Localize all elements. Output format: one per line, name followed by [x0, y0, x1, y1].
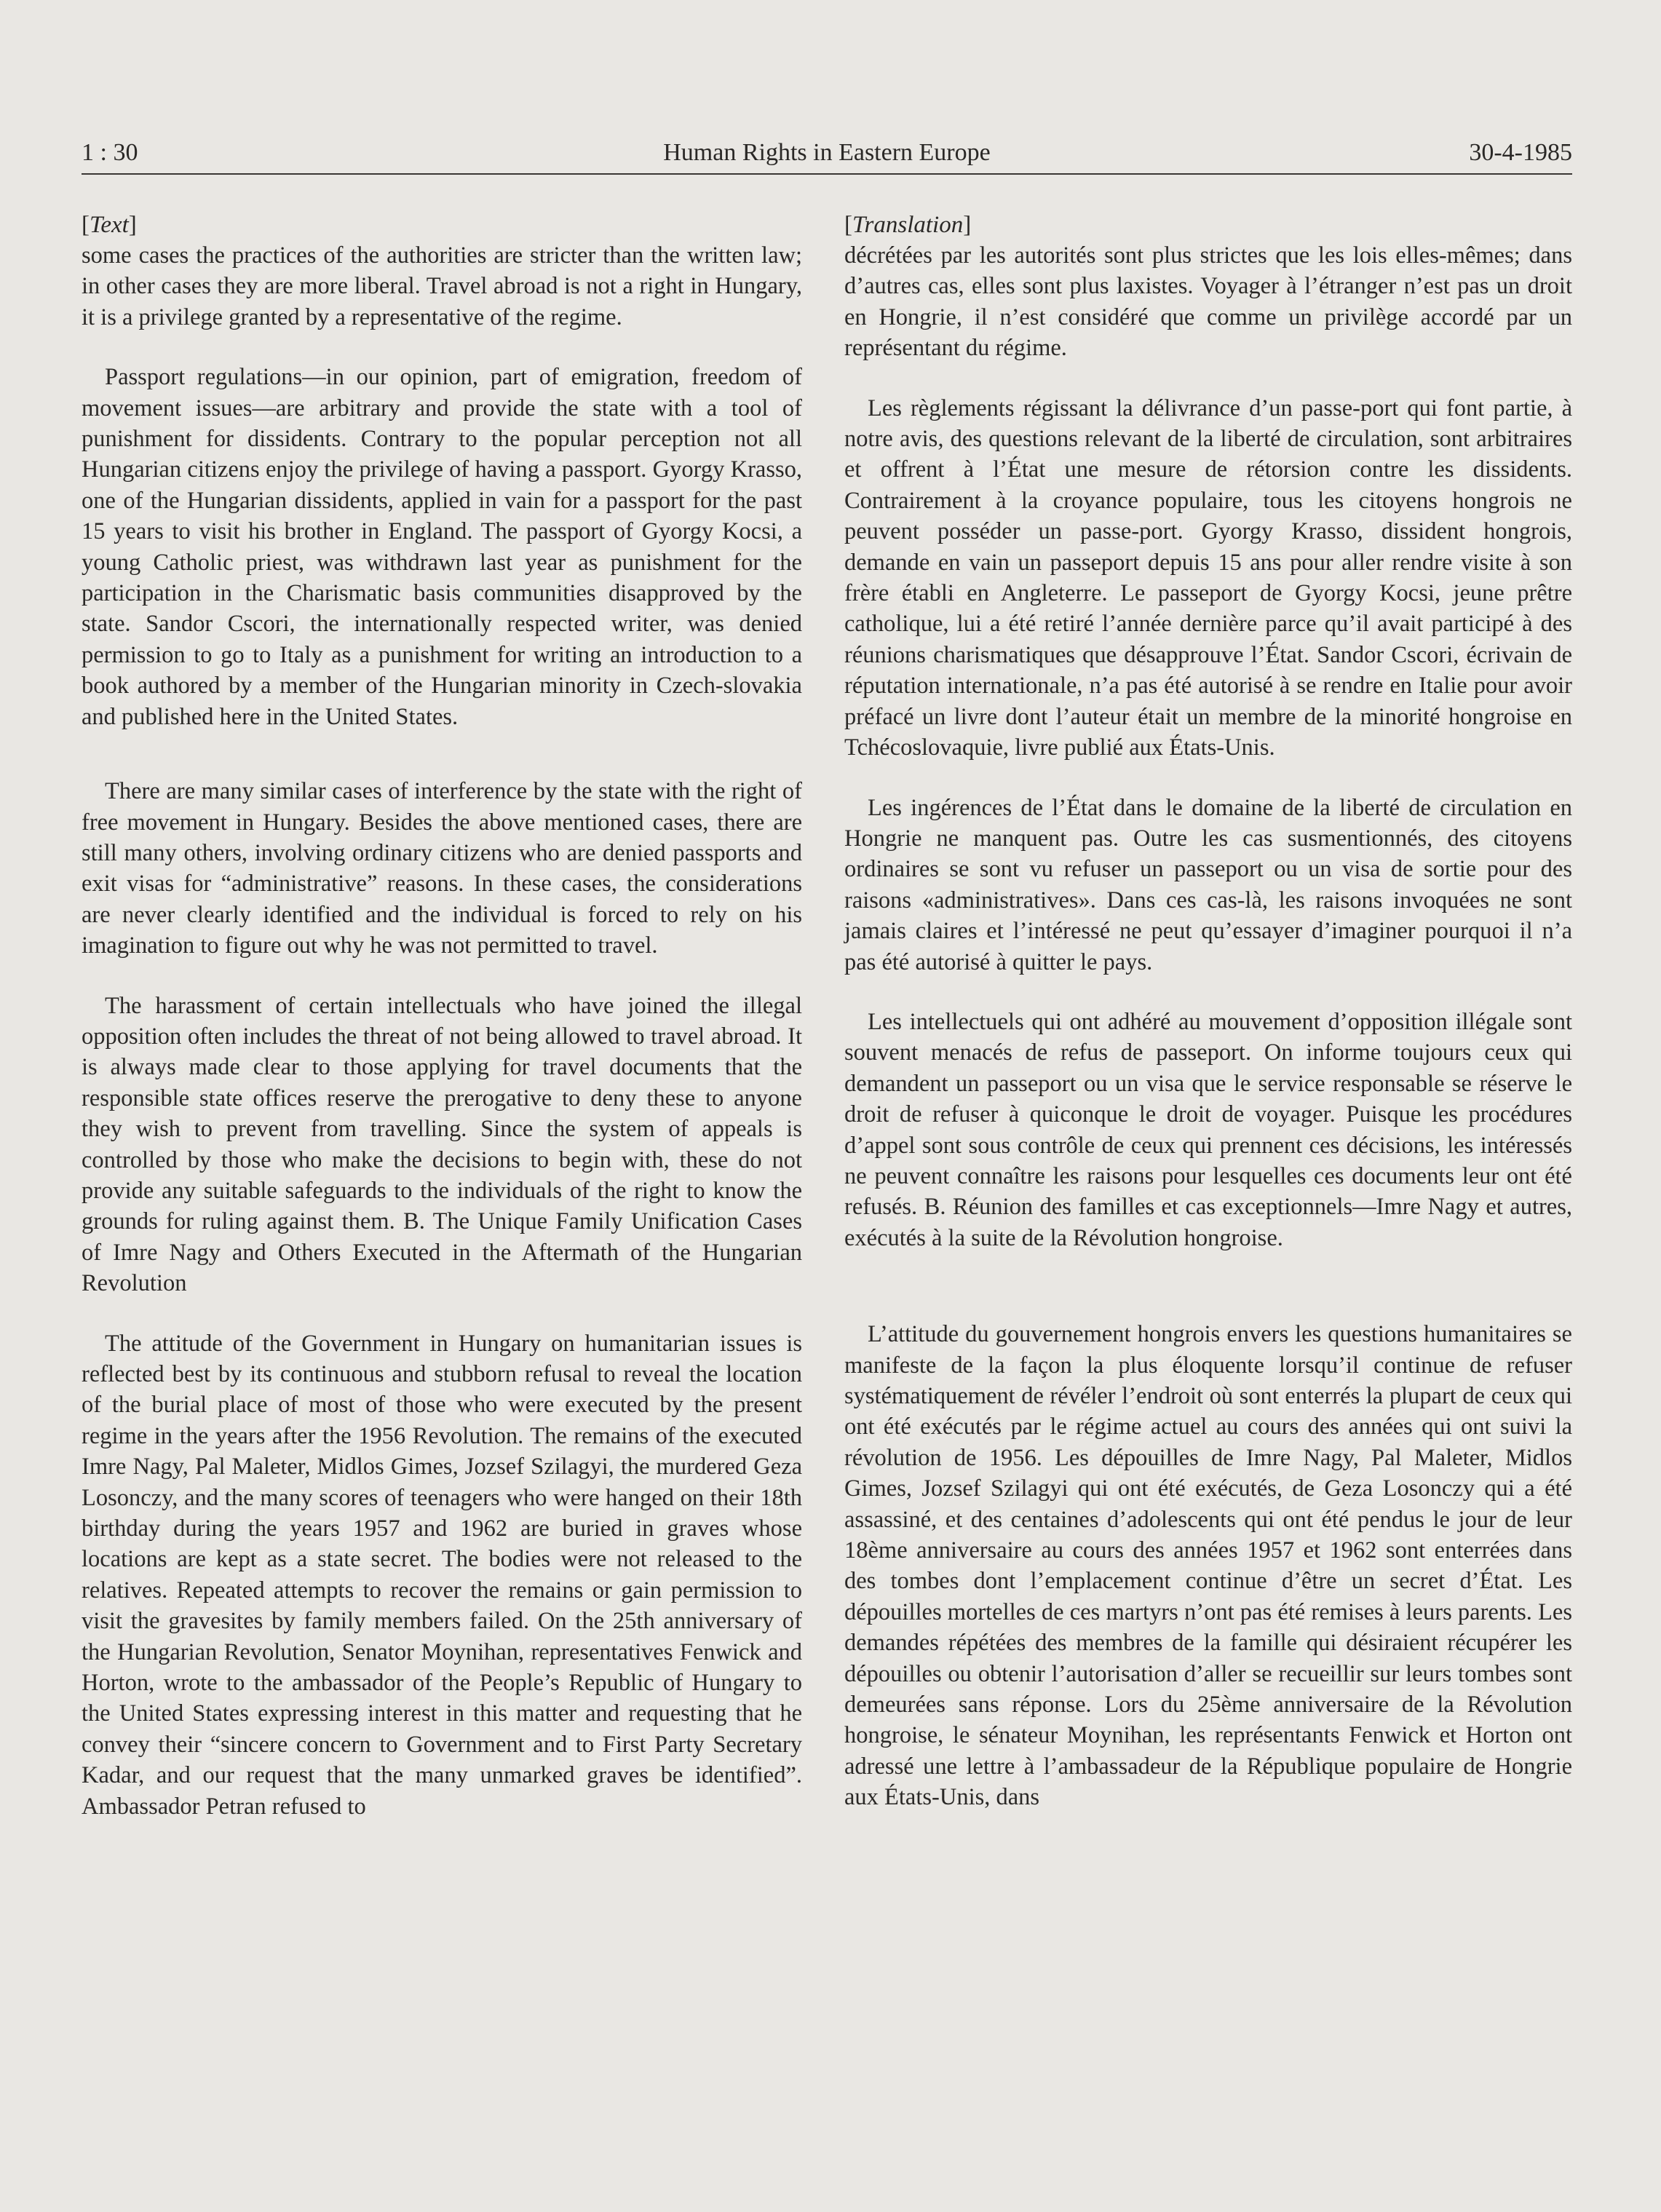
english-paragraph-5: The attitude of the Government in Hungary on humanitarian issues is reflected best by its continuous and stubborn refusal to reveal the location of the burial place of most of those who were executed by the present regime in the years after the 1956 Revolution. The remains of the executed Imre Nagy, Pal Maleter, Midlos Gimes, Jozsef Szilagyi, the murdered Geza Losonczy, and the many scores of teenagers who were hanged on their 18th birthday during the years 1957 and 1962 are buried in graves whose locations are kept as a state secret. The bodies were not released to the relatives. Repeated attempts to recover the remains or gain permission to visit the gravesites by family members failed. On the 25th anniversary of the Hungarian Revolution, Senator Moynihan, representatives Fenwick and Horton, wrote to the ambassador of the People’s Republic of Hungary to the United States expressing interest in this matter and requesting that he convey their “sincere concern to Government and to First Party Secretary Kadar, and our request that the many unmarked graves be identified”. Ambassador Petran refused to [82, 1330, 802, 1820]
french-column [844, 210, 1572, 1842]
publication-title: Human Rights in Eastern Europe [663, 139, 991, 166]
french-column-heading: [Translation] [844, 212, 972, 238]
english-paragraph-1: some cases the practices of the authorities are stricter than the written law; in other cases they are more liberal. Travel abroad is not a right in Hungary, it is a privilege granted by a representative of the regime. [82, 242, 802, 330]
french-paragraph-4: Les intellectuels qui ont adhéré au mouvement d’opposition illégale sont souvent menacés de refus de passeport. On informe toujours ceux qui demandent un passeport ou un visa que le service responsable se réserve le droit de refuser à quiconque le droit de voyager. Puisque les procédures d’appel sont sous contrôle de ceux qui prennent ces décisions, les intéressés ne peuvent connaître les raisons pour lesquelles ces documents leur ont été refusés. B. Réunion des familles et cas exceptionnels—Imre Nagy et autres, exécutés à la suite de la Révolution hongroise. [844, 1008, 1572, 1251]
french-paragraph-2: Les règlements régissant la délivrance d’un passe-port qui font partie, à notre avis, des questions relevant de la liberté de circulation, sont arbitraires et offrent à l’État une mesure de rétorsion contre les dissidents. Contrairement à la croyance populaire, tous les citoyens hongrois ne peuvent posséder un passe-port. Gyorgy Krasso, dissident hongrois, demande en vain un passeport depuis 15 ans pour aller rendre visite à son frère établi en Angleterre. Le passeport de Gyorgy Kocsi, jeune prêtre catholique, lui a été retiré l’année dernière parce qu’il avait participé à des réunions charismatiques que désapprouve l’État. Sandor Cscori, écrivain de réputation internationale, n’a pas été autorisé à se rendre en Italie pour avoir préfacé un livre dont l’auteur était un membre de la minorité hongroise en Tchécoslovaquie, livre publié aux États-Unis. [844, 395, 1572, 761]
english-paragraph-4: The harassment of certain intellectuals who have joined the illegal opposition often includes the threat of not being allowed to travel abroad. It is always made clear to those applying for travel documents that the responsible state offices reserve the prerogative to deny these to anyone they wish to prevent from travelling. Since the system of appeals is controlled by those who make the decisions to begin with, these do not provide any suitable safeguards to the individuals of the right to know the grounds for ruling against them. B. The Unique Family Unification Cases of Imre Nagy and Others Executed in the Aftermath of the Hungarian Revolution [82, 992, 802, 1297]
french-paragraph-3: Les ingérences de l’État dans le domaine de la liberté de circulation en Hongrie ne manquent pas. Outre les cas susmentionnés, des citoyens ordinaires se sont vu refuser un passeport ou un visa de sortie pour des raisons «administratives». Dans ces cas-là, les raisons invoquées ne sont jamais claires et l’intéressé ne peut qu’essayer d’imaginer pourquoi il n’a pas été autorisé à quitter le pays. [844, 794, 1572, 975]
english-paragraph-3: There are many similar cases of interference by the state with the right of free movement in Hungary. Besides the above mentioned cases, there are still many others, involving ordinary citizens who are denied passports and exit visas for “administrative” reasons. In these cases, the considerations are never clearly identified and the individual is forced to rely on his imagination to figure out why he was not permitted to travel. [82, 778, 802, 959]
english-column-heading: [Text] [82, 212, 137, 238]
running-header [82, 135, 1572, 170]
french-paragraph-5: L’attitude du gouvernement hongrois envers les questions humanitaires se manifeste de la façon la plus éloquente lorsqu’il continue de refuser systématiquement de révéler l’endroit où sont enterrés la plupart de ceux qui ont été exécutés par le régime actuel au cours des années qui ont suivi la révolution de 1956. Les dépouilles de Imre Nagy, Pal Maleter, Midlos Gimes, Jozsef Szilagyi qui ont été exécutés, de Geza Losonczy qui a été assassiné, et des centaines d’adolescents qui ont été pendus le jour de leur 18ème anniversaire au cours des années 1957 et 1962 sont enterrées dans des tombes dont l’emplacement continue d’être un secret d’État. Les dépouilles mortelles de ces martyrs n’ont pas été remises à leurs parents. Les demandes répétées des membres de la famille qui désiraient récupérer les dépouilles ou obtenir l’autorisation d’aller se recueillir sur leurs tombes sont demeurées sans réponse. Lors du 25ème anniversaire de la Révolution hongroise, le sénateur Moynihan, les représentants Fenwick et Horton ont adressé une lettre à l’ambassadeur de la République populaire de Hongrie aux États-Unis, dans [844, 1321, 1572, 1811]
french-paragraph-1: décrétées par les autorités sont plus strictes que les lois elles-mêmes; dans d’autres cas, elles sont plus laxistes. Voyager à l’étranger n’est pas un droit en Hongrie, il n’est considéré que comme un privilège accordé par un représentant du régime. [844, 242, 1572, 362]
english-column [82, 210, 802, 1851]
issue-date: 30-4-1985 [1469, 139, 1572, 166]
english-paragraph-2: Passport regulations—in our opinion, part of emigration, freedom of movement issues—are arbitrary and provide the state with a tool of punishment for dissidents. Contrary to the popular perception not all Hungarian citizens enjoy the privilege of having a passport. Gyorgy Krasso, one of the Hungarian dissidents, applied in vain for a passport for the past 15 years to visit his brother in England. The passport of Gyorgy Kocsi, a young Catholic priest, was withdrawn last year as punishment for the participation in the Charismatic basis communities disapproved by the state. Sandor Cscori, the internationally respected writer, was denied permission to go to Italy as a punishment for writing an introduction to a book authored by a member of the Hungarian minority in Czech-slovakia and published here in the United States. [82, 364, 802, 730]
page-number: 1 : 30 [82, 139, 138, 166]
header-rule [82, 173, 1572, 175]
